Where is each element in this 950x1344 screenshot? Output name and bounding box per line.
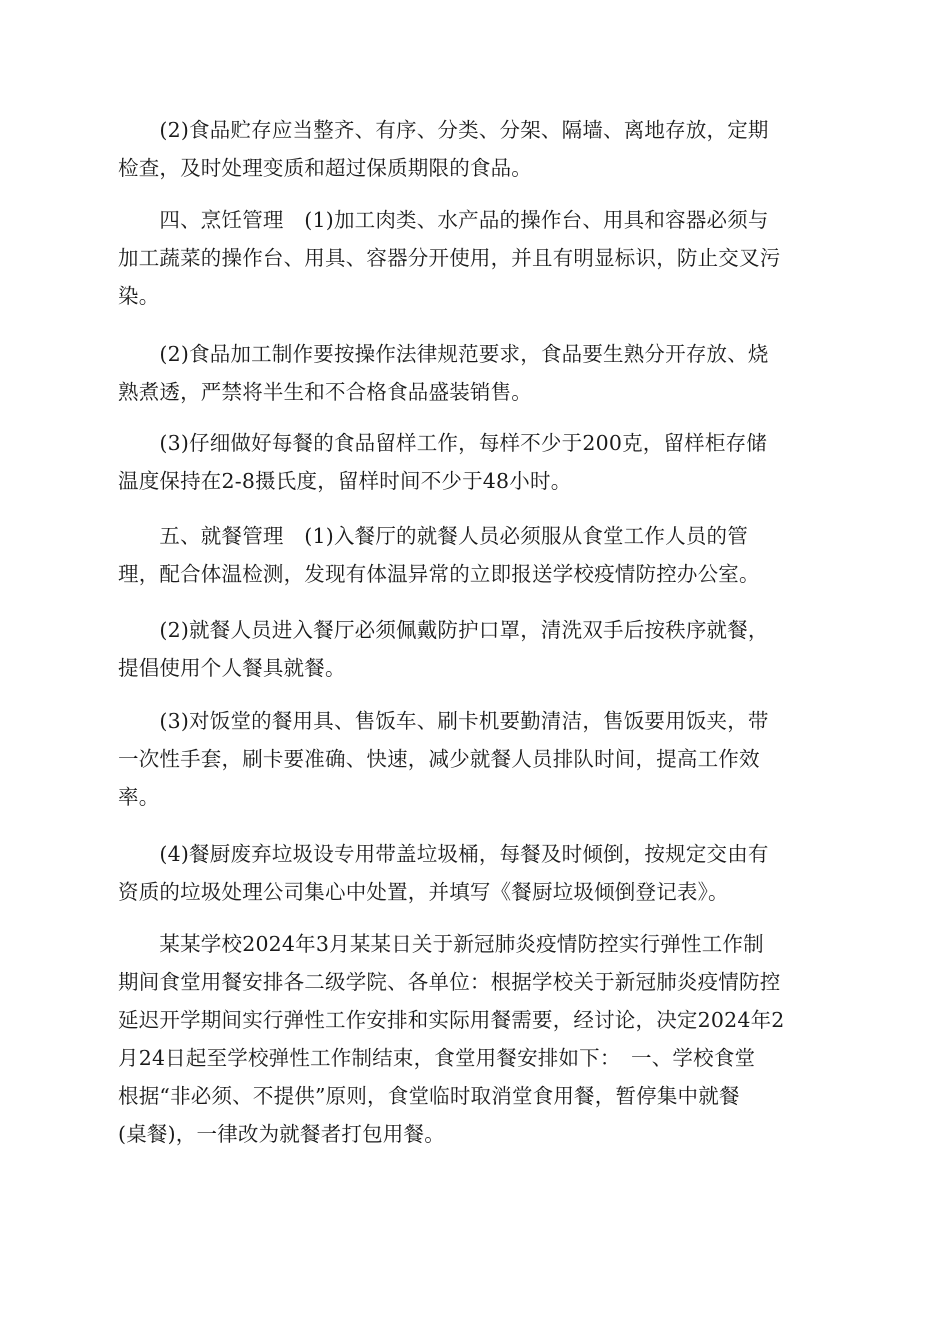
text-line: 加工蔬菜的操作台、用具、容器分开使用，并且有明显标识，防止交叉污 bbox=[118, 246, 781, 270]
text-line: 理，配合体温检测，发现有体温异常的立即报送学校疫情防控办公室。 bbox=[118, 562, 760, 586]
text-line: 延迟开学期间实行弹性工作安排和实际用餐需要，经讨论，决定2024年2 bbox=[118, 1008, 785, 1032]
text-line: 检查，及时处理变质和超过保质期限的食品。 bbox=[118, 156, 532, 180]
text-line: (4)餐厨废弃垃圾设专用带盖垃圾桶，每餐及时倾倒，按规定交由有 bbox=[118, 842, 769, 866]
paragraph-dining-management-2 bbox=[118, 611, 838, 687]
text-line: (桌餐)，一律改为就餐者打包用餐。 bbox=[118, 1122, 445, 1146]
paragraph-cooking-management-3 bbox=[118, 424, 838, 500]
text-line: 提倡使用个人餐具就餐。 bbox=[118, 656, 346, 680]
text-line: 一次性手套，刷卡要准确、快速，减少就餐人员排队时间，提高工作效 bbox=[118, 747, 760, 771]
text-line: 染。 bbox=[118, 284, 160, 308]
text-line: (2)食品贮存应当整齐、有序、分类、分架、隔墙、离地存放，定期 bbox=[118, 118, 769, 142]
text-line: 资质的垃圾处理公司集心中处置，并填写《餐厨垃圾倾倒登记表》。 bbox=[118, 880, 729, 904]
text-line: 五、就餐管理 (1)入餐厅的就餐人员必须服从食堂工作人员的管 bbox=[118, 524, 748, 548]
text-line: (3)对饭堂的餐用具、售饭车、刷卡机要勤清洁，售饭要用饭夹，带 bbox=[118, 709, 769, 733]
text-line: 温度保持在2-8摄氏度，留样时间不少于48小时。 bbox=[118, 469, 572, 493]
paragraph-dining-management-4 bbox=[118, 835, 838, 911]
paragraph-cooking-management-1 bbox=[118, 201, 838, 315]
text-line: 根据“非必须、不提供”原则，食堂临时取消堂食用餐，暂停集中就餐 bbox=[118, 1084, 740, 1108]
text-line: 期间食堂用餐安排各二级学院、各单位：根据学校关于新冠肺炎疫情防控 bbox=[118, 970, 781, 994]
text-line: 四、烹饪管理 (1)加工肉类、水产品的操作台、用具和容器必须与 bbox=[118, 208, 769, 232]
text-line: (2)就餐人员进入餐厅必须佩戴防护口罩，清洗双手后按秩序就餐， bbox=[118, 618, 769, 642]
text-line: (3)仔细做好每餐的食品留样工作，每样不少于200克，留样柜存储 bbox=[118, 431, 767, 455]
text-line: (2)食品加工制作要按操作法律规范要求，食品要生熟分开存放、烧 bbox=[118, 342, 769, 366]
text-line: 月24日起至学校弹性工作制结束，食堂用餐安排如下： 一、学校食堂 bbox=[118, 1046, 756, 1070]
paragraph-canteen-arrangement bbox=[118, 925, 838, 1153]
paragraph-food-storage-2 bbox=[118, 111, 838, 187]
text-line: 某某学校2024年3月某某日关于新冠肺炎疫情防控实行弹性工作制 bbox=[118, 932, 764, 956]
paragraph-dining-management-1 bbox=[118, 517, 838, 593]
paragraph-dining-management-3 bbox=[118, 702, 838, 816]
text-line: 熟煮透，严禁将半生和不合格食品盛装销售。 bbox=[118, 380, 532, 404]
text-line: 率。 bbox=[118, 785, 160, 809]
paragraph-cooking-management-2 bbox=[118, 335, 838, 411]
